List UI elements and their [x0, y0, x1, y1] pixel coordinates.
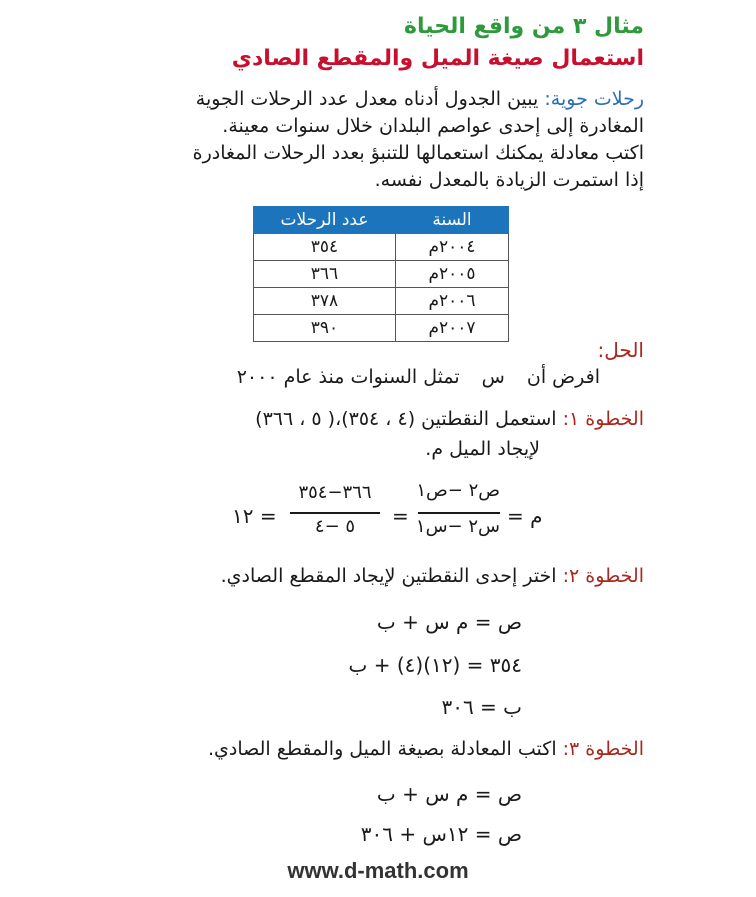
step-3-equation: ص = ١٢س + ٣٠٦ [360, 822, 522, 846]
problem-line-1: يبين الجدول أدناه معدل عدد الرحلات الجوية [195, 88, 539, 110]
step-2-label: الخطوة ٢: [562, 565, 644, 587]
step-2 [221, 565, 644, 587]
year-cell: ٢٠٠٧م [396, 315, 509, 342]
assume-variable: س [481, 366, 505, 388]
step-2-equation: ص = م س + ب [376, 610, 522, 634]
table-row [254, 315, 509, 342]
fraction-bar [290, 512, 380, 514]
slope-frac1-num: ص٢ −ص١ [416, 480, 500, 501]
table-row [254, 234, 509, 261]
problem-label: رحلات جوية: [544, 88, 644, 110]
problem-line-4: إذا استمرت الزيادة بالمعدل نفسه. [374, 169, 644, 191]
step-3-label: الخطوة ٣: [562, 738, 644, 760]
assume-part-2: تمثل السنوات منذ عام ٢٠٠٠ [236, 366, 460, 388]
flights-table [253, 206, 509, 342]
step-2-equation: ٣٥٤ = (١٢)(٤) + ب [348, 653, 522, 677]
slope-result: = ١٢ [232, 504, 277, 528]
slope-lhs: م = [507, 504, 543, 528]
assumption-line [237, 366, 600, 388]
problem-statement [84, 86, 644, 194]
step-3-equation: ص = م س + ب [376, 782, 522, 806]
flights-cell: ٣٩٠ [254, 315, 396, 342]
problem-line-3: اكتب معادلة يمكنك استعمالها للتنبؤ بعدد الرحلات المغادرة [192, 142, 644, 164]
step-1 [255, 408, 644, 430]
slope-equals: = [392, 504, 409, 528]
site-watermark: www.d-math.com [287, 858, 469, 883]
step-3-text: اكتب المعادلة بصيغة الميل والمقطع الصادي. [207, 738, 557, 760]
step-2-equation: ب = ٣٠٦ [441, 695, 522, 719]
slope-frac2-den: ٥ −٤ [314, 516, 356, 537]
year-cell: ٢٠٠٥م [396, 261, 509, 288]
step-1-label: الخطوة ١: [562, 408, 644, 430]
problem-line-2: المغادرة إلى إحدى عواصم البلدان خلال سنوات معينة. [222, 115, 644, 137]
table-row [254, 261, 509, 288]
fraction-bar [418, 512, 500, 514]
flights-cell: ٣٦٦ [254, 261, 396, 288]
table-row [254, 288, 509, 315]
header-flights: عدد الرحلات [254, 207, 396, 234]
slope-frac1-den: س٢ −س١ [415, 516, 500, 537]
step-3 [208, 738, 644, 760]
step-1-text: استعمل النقطتين (٤ ، ٣٥٤)،( ٥ ، ٣٦٦) [255, 408, 557, 430]
year-cell: ٢٠٠٦م [396, 288, 509, 315]
solution-label: الحل: [597, 338, 644, 362]
slope-frac2-num: ٣٦٦−٣٥٤ [298, 482, 372, 503]
flights-cell: ٣٥٤ [254, 234, 396, 261]
step-1-text-2: لإيجاد الميل م. [425, 438, 540, 460]
example-title: مثال ٣ من واقع الحياة [404, 14, 644, 39]
header-year: السنة [396, 207, 509, 234]
assume-part-1: افرض أن [526, 366, 600, 388]
step-2-text: اختر إحدى النقطتين لإيجاد المقطع الصادي. [220, 565, 557, 587]
year-cell: ٢٠٠٤م [396, 234, 509, 261]
flights-cell: ٣٧٨ [254, 288, 396, 315]
example-subtitle: استعمال صيغة الميل والمقطع الصادي [231, 46, 644, 71]
